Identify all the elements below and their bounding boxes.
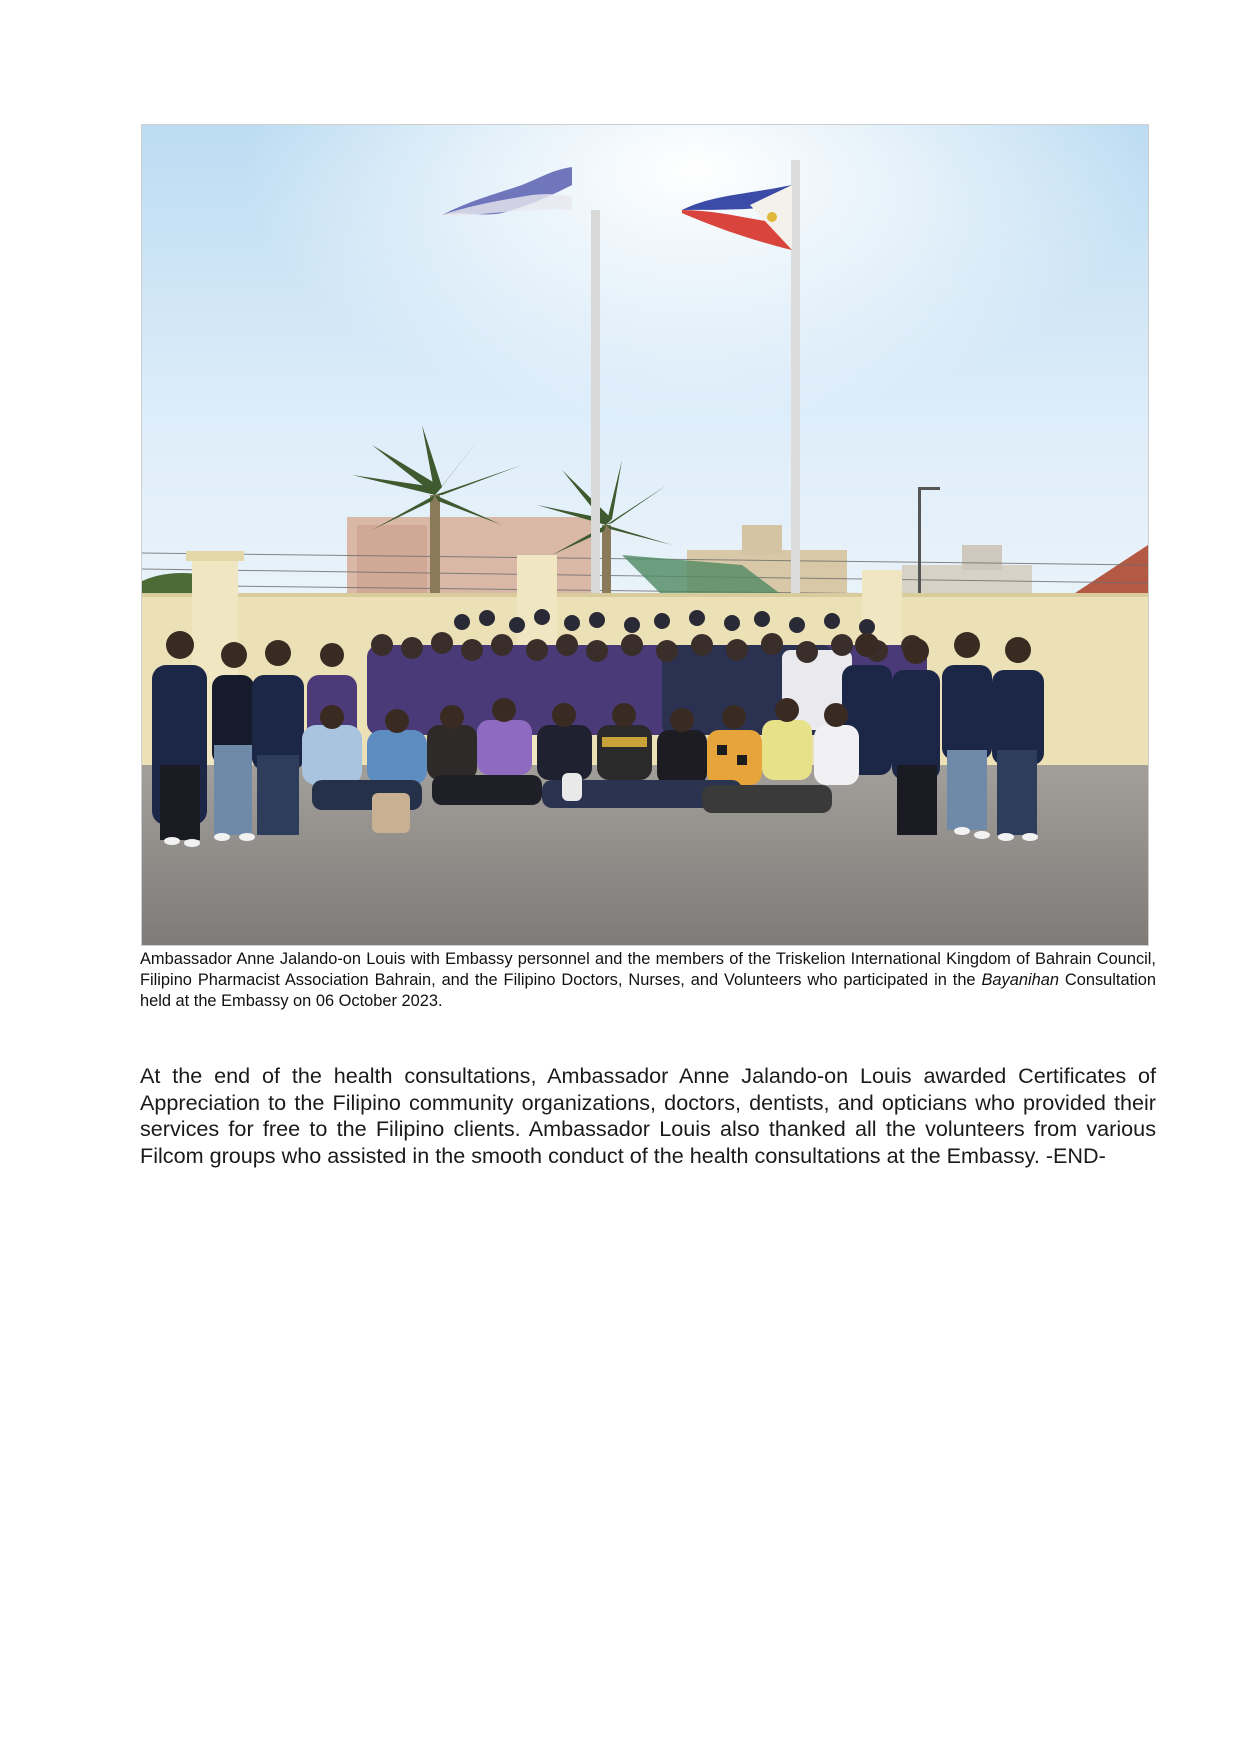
caption-italic-term: Bayanihan [981,971,1059,989]
group-photo [141,124,1149,946]
caption-text-end: Consultation held at the Embassy on 06 October 2023. [140,971,1156,1010]
photo-caption [140,949,1156,1012]
caption-text-start: Ambassador Anne Jalando-on Louis with Embassy personnel and the members of the Triskelion International Kingdom of Bahrain Council, Filipino Pharmacist Association Bahrain, and the Filipino Doctors, Nurses, and Volunteers who participated in the [140,950,1156,989]
group-photo-illustration [142,125,1148,945]
body-paragraph: At the end of the health consultations, Ambassador Anne Jalando-on Louis awarded Certificates of Appreciation to the Filipino community organizations, doctors, dentists, and opticians who provided their services for free to the Filipino clients. Ambassador Louis also thanked all the volunteers from various Filcom groups who assisted in the smooth conduct of the health consultations at the Embassy. -END- [140,1063,1156,1168]
